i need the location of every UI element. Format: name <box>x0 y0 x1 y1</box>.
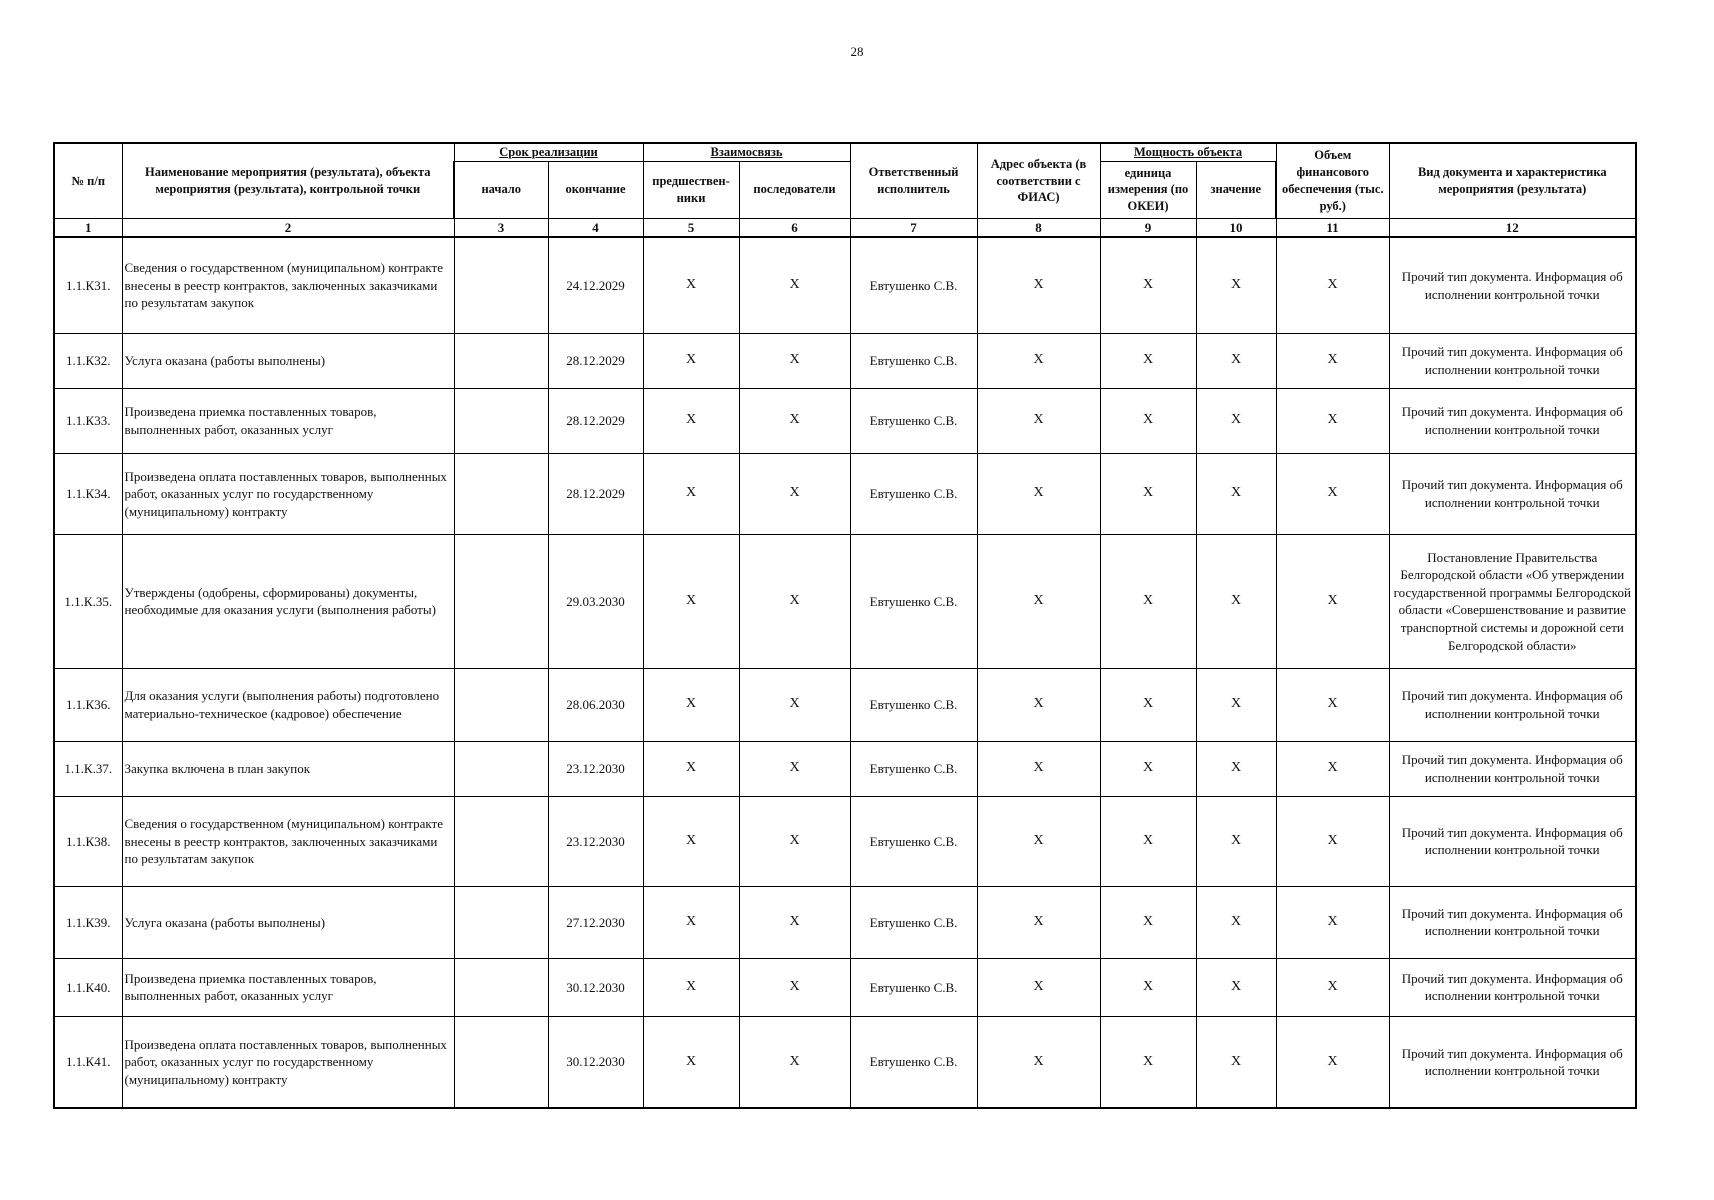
row-finance: X <box>1276 237 1389 333</box>
row-end: 28.12.2029 <box>548 453 643 534</box>
row-predecessors: X <box>643 668 739 741</box>
row-end: 28.12.2029 <box>548 333 643 388</box>
row-address: X <box>977 1016 1100 1108</box>
row-number: 1.1.К.37. <box>54 741 122 796</box>
row-value: X <box>1196 453 1276 534</box>
row-doc: Прочий тип документа. Информация об исполнении контрольной точки <box>1389 886 1636 958</box>
row-successors: X <box>739 668 850 741</box>
header-value: значение <box>1196 161 1276 218</box>
row-name: Произведена приемка поставленных товаров, выполненных работ, оказанных услуг <box>122 388 454 453</box>
row-end: 30.12.2030 <box>548 958 643 1016</box>
row-finance: X <box>1276 741 1389 796</box>
row-value: X <box>1196 333 1276 388</box>
row-address: X <box>977 668 1100 741</box>
row-predecessors: X <box>643 237 739 333</box>
row-unit: X <box>1100 958 1196 1016</box>
row-address: X <box>977 886 1100 958</box>
row-executor: Евтушенко С.В. <box>850 388 977 453</box>
row-name: Произведена оплата поставленных товаров, выполненных работ, оказанных услуг по государственному (муниципальному) контракту <box>122 453 454 534</box>
row-number: 1.1.К40. <box>54 958 122 1016</box>
row-number: 1.1.К32. <box>54 333 122 388</box>
row-unit: X <box>1100 1016 1196 1108</box>
table-row <box>54 796 1636 886</box>
row-finance: X <box>1276 668 1389 741</box>
row-number: 1.1.К38. <box>54 796 122 886</box>
column-number: 2 <box>122 218 454 237</box>
row-executor: Евтушенко С.В. <box>850 796 977 886</box>
row-address: X <box>977 333 1100 388</box>
row-value: X <box>1196 388 1276 453</box>
header-doc: Вид документа и характеристика мероприятия (результата) <box>1389 143 1636 218</box>
row-unit: X <box>1100 741 1196 796</box>
row-finance: X <box>1276 886 1389 958</box>
row-predecessors: X <box>643 796 739 886</box>
row-finance: X <box>1276 453 1389 534</box>
column-number: 3 <box>454 218 548 237</box>
row-address: X <box>977 958 1100 1016</box>
row-predecessors: X <box>643 333 739 388</box>
row-name: Сведения о государственном (муниципальном) контракте внесены в реестр контрактов, заключенных заказчиками по результатам закупок <box>122 796 454 886</box>
row-finance: X <box>1276 1016 1389 1108</box>
row-value: X <box>1196 1016 1276 1108</box>
row-successors: X <box>739 237 850 333</box>
row-end: 28.06.2030 <box>548 668 643 741</box>
header-num: № п/п <box>54 143 122 218</box>
row-doc: Прочий тип документа. Информация об исполнении контрольной точки <box>1389 958 1636 1016</box>
row-number: 1.1.К41. <box>54 1016 122 1108</box>
row-name: Для оказания услуги (выполнения работы) подготовлено материально-техническое (кадровое) обеспечение <box>122 668 454 741</box>
row-finance: X <box>1276 534 1389 668</box>
row-end: 27.12.2030 <box>548 886 643 958</box>
header-executor: Ответственный исполнитель <box>850 143 977 218</box>
row-successors: X <box>739 333 850 388</box>
row-value: X <box>1196 534 1276 668</box>
row-successors: X <box>739 741 850 796</box>
row-start <box>454 388 548 453</box>
header-start: начало <box>454 161 548 218</box>
row-unit: X <box>1100 668 1196 741</box>
header-successors: последователи <box>739 161 850 218</box>
column-number: 5 <box>643 218 739 237</box>
column-numbers-row <box>54 218 1636 237</box>
row-value: X <box>1196 668 1276 741</box>
row-doc: Прочий тип документа. Информация об исполнении контрольной точки <box>1389 388 1636 453</box>
column-number: 8 <box>977 218 1100 237</box>
row-successors: X <box>739 796 850 886</box>
row-start <box>454 958 548 1016</box>
row-start <box>454 668 548 741</box>
row-address: X <box>977 237 1100 333</box>
row-predecessors: X <box>643 886 739 958</box>
row-unit: X <box>1100 534 1196 668</box>
row-successors: X <box>739 453 850 534</box>
table-row <box>54 453 1636 534</box>
column-number: 4 <box>548 218 643 237</box>
row-name: Услуга оказана (работы выполнены) <box>122 333 454 388</box>
row-value: X <box>1196 796 1276 886</box>
row-finance: X <box>1276 958 1389 1016</box>
row-end: 30.12.2030 <box>548 1016 643 1108</box>
row-executor: Евтушенко С.В. <box>850 333 977 388</box>
row-unit: X <box>1100 886 1196 958</box>
row-name: Закупка включена в план закупок <box>122 741 454 796</box>
row-name: Произведена оплата поставленных товаров, выполненных работ, оказанных услуг по государственному (муниципальному) контракту <box>122 1016 454 1108</box>
row-doc: Прочий тип документа. Информация об исполнении контрольной точки <box>1389 741 1636 796</box>
row-end: 28.12.2029 <box>548 388 643 453</box>
row-predecessors: X <box>643 388 739 453</box>
column-number: 10 <box>1196 218 1276 237</box>
row-address: X <box>977 741 1100 796</box>
row-address: X <box>977 796 1100 886</box>
row-number: 1.1.К39. <box>54 886 122 958</box>
row-unit: X <box>1100 453 1196 534</box>
row-number: 1.1.К31. <box>54 237 122 333</box>
row-predecessors: X <box>643 534 739 668</box>
row-unit: X <box>1100 388 1196 453</box>
plan-table <box>53 142 1637 1109</box>
table-row <box>54 1016 1636 1108</box>
header-term: Срок реализации <box>454 143 643 161</box>
table-row <box>54 668 1636 741</box>
table-row <box>54 534 1636 668</box>
row-name: Услуга оказана (работы выполнены) <box>122 886 454 958</box>
row-number: 1.1.К.35. <box>54 534 122 668</box>
page-number: 28 <box>850 44 864 59</box>
row-doc: Прочий тип документа. Информация об исполнении контрольной точки <box>1389 453 1636 534</box>
column-number: 1 <box>54 218 122 237</box>
table-row <box>54 958 1636 1016</box>
row-address: X <box>977 453 1100 534</box>
row-executor: Евтушенко С.В. <box>850 237 977 333</box>
row-end: 24.12.2029 <box>548 237 643 333</box>
row-executor: Евтушенко С.В. <box>850 886 977 958</box>
header-finance: Объем финансового обеспечения (тыс. руб.) <box>1276 143 1389 218</box>
header-relation: Взаимосвязь <box>643 143 850 161</box>
row-start <box>454 237 548 333</box>
header-predecessors: предшествен-ники <box>643 161 739 218</box>
row-doc: Постановление Правительства Белгородской области «Об утверждении государственной программы Белгородской области «Совершенствование и развитие транспортной системы и дорожной сети Белгородской области» <box>1389 534 1636 668</box>
row-predecessors: X <box>643 958 739 1016</box>
row-name: Сведения о государственном (муниципальном) контракте внесены в реестр контрактов, заключенных заказчиками по результатам закупок <box>122 237 454 333</box>
row-finance: X <box>1276 796 1389 886</box>
row-doc: Прочий тип документа. Информация об исполнении контрольной точки <box>1389 668 1636 741</box>
row-unit: X <box>1100 796 1196 886</box>
header-capacity: Мощность объекта <box>1100 143 1276 161</box>
header-address: Адрес объекта (в соответствии с ФИАС) <box>977 143 1100 218</box>
header-name: Наименование мероприятия (результата), объекта мероприятия (результата), контрольной точки <box>122 143 454 218</box>
row-start <box>454 333 548 388</box>
table-row <box>54 237 1636 333</box>
row-value: X <box>1196 237 1276 333</box>
row-executor: Евтушенко С.В. <box>850 1016 977 1108</box>
row-value: X <box>1196 741 1276 796</box>
header-unit: единица измерения (по ОКЕИ) <box>1100 161 1196 218</box>
column-number: 12 <box>1389 218 1636 237</box>
row-address: X <box>977 534 1100 668</box>
row-executor: Евтушенко С.В. <box>850 534 977 668</box>
row-unit: X <box>1100 333 1196 388</box>
row-successors: X <box>739 1016 850 1108</box>
row-doc: Прочий тип документа. Информация об исполнении контрольной точки <box>1389 1016 1636 1108</box>
row-doc: Прочий тип документа. Информация об исполнении контрольной точки <box>1389 333 1636 388</box>
row-doc: Прочий тип документа. Информация об исполнении контрольной точки <box>1389 796 1636 886</box>
row-start <box>454 534 548 668</box>
row-predecessors: X <box>643 453 739 534</box>
row-number: 1.1.К33. <box>54 388 122 453</box>
row-unit: X <box>1100 237 1196 333</box>
row-end: 23.12.2030 <box>548 796 643 886</box>
column-number: 6 <box>739 218 850 237</box>
row-end: 29.03.2030 <box>548 534 643 668</box>
row-value: X <box>1196 886 1276 958</box>
row-start <box>454 741 548 796</box>
row-successors: X <box>739 534 850 668</box>
row-finance: X <box>1276 333 1389 388</box>
row-successors: X <box>739 958 850 1016</box>
row-start <box>454 886 548 958</box>
row-number: 1.1.К34. <box>54 453 122 534</box>
row-end: 23.12.2030 <box>548 741 643 796</box>
row-doc: Прочий тип документа. Информация об исполнении контрольной точки <box>1389 237 1636 333</box>
row-finance: X <box>1276 388 1389 453</box>
table-row <box>54 388 1636 453</box>
row-predecessors: X <box>643 1016 739 1108</box>
table-row <box>54 886 1636 958</box>
row-number: 1.1.К36. <box>54 668 122 741</box>
row-executor: Евтушенко С.В. <box>850 668 977 741</box>
table-row <box>54 333 1636 388</box>
row-start <box>454 1016 548 1108</box>
row-start <box>454 453 548 534</box>
row-successors: X <box>739 388 850 453</box>
row-name: Произведена приемка поставленных товаров, выполненных работ, оказанных услуг <box>122 958 454 1016</box>
row-successors: X <box>739 886 850 958</box>
column-number: 11 <box>1276 218 1389 237</box>
row-start <box>454 796 548 886</box>
row-address: X <box>977 388 1100 453</box>
row-executor: Евтушенко С.В. <box>850 741 977 796</box>
row-executor: Евтушенко С.В. <box>850 958 977 1016</box>
row-value: X <box>1196 958 1276 1016</box>
column-number: 7 <box>850 218 977 237</box>
row-executor: Евтушенко С.В. <box>850 453 977 534</box>
row-predecessors: X <box>643 741 739 796</box>
header-end: окончание <box>548 161 643 218</box>
column-number: 9 <box>1100 218 1196 237</box>
row-name: Утверждены (одобрены, сформированы) документы, необходимые для оказания услуги (выполнения работы) <box>122 534 454 668</box>
table-row <box>54 741 1636 796</box>
